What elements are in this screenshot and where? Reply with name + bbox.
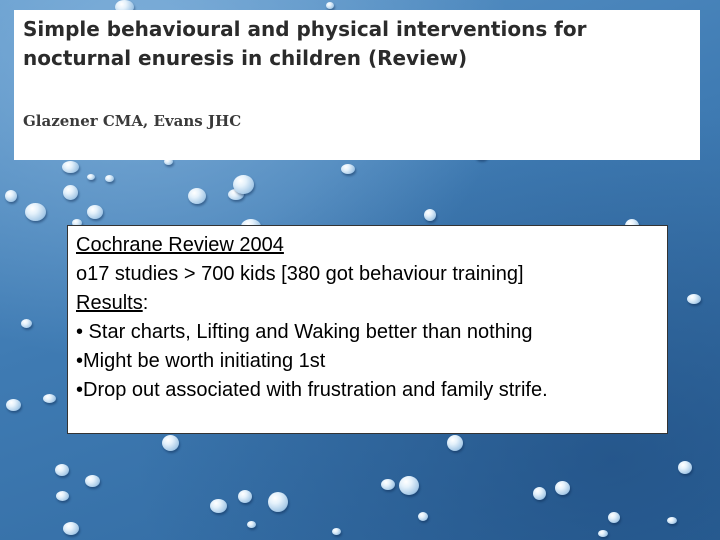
water-droplet <box>43 394 56 403</box>
water-droplet <box>105 175 114 182</box>
water-droplet <box>555 481 570 495</box>
water-droplet <box>533 487 546 500</box>
review-header-card <box>14 10 700 160</box>
studies-text: 17 studies > 700 kids [380 got behaviour training] <box>87 263 524 285</box>
water-droplet <box>233 175 254 194</box>
water-droplet <box>399 476 419 495</box>
water-droplet <box>326 2 334 9</box>
bullet-item: • Star charts, Lifting and Waking better than nothing <box>76 321 533 343</box>
bullet-item: •Drop out associated with frustration and family strife. <box>76 379 548 401</box>
review-authors: Glazener CMA, Evans JHC <box>23 112 242 130</box>
water-droplet <box>341 164 355 174</box>
water-droplet <box>608 512 620 523</box>
review-heading: Cochrane Review 2004 <box>76 234 284 256</box>
water-droplet <box>424 209 436 221</box>
water-droplet <box>247 521 256 528</box>
water-droplet <box>87 205 103 219</box>
water-droplet <box>447 435 463 451</box>
water-droplet <box>678 461 692 474</box>
water-droplet <box>56 491 69 501</box>
water-droplet <box>162 435 179 451</box>
results-colon: : <box>142 292 149 314</box>
water-droplet <box>5 190 17 202</box>
water-droplet <box>21 319 32 328</box>
water-droplet <box>63 185 78 200</box>
water-droplet <box>418 512 428 521</box>
bullet-item: •Might be worth initiating 1st <box>76 350 326 372</box>
water-droplet <box>55 464 69 476</box>
water-droplet <box>62 161 79 173</box>
water-droplet <box>667 517 677 524</box>
review-title: Simple behavioural and physical interventions for nocturnal enuresis in children (Review) <box>23 17 587 70</box>
water-droplet <box>268 492 288 512</box>
water-droplet <box>687 294 701 304</box>
water-droplet <box>87 174 95 180</box>
results-label: Results <box>76 292 143 314</box>
water-droplet <box>6 399 21 411</box>
water-droplet <box>63 522 79 535</box>
water-droplet <box>188 188 206 204</box>
summary-text-box <box>67 225 668 434</box>
water-droplet <box>598 530 608 537</box>
water-droplet <box>210 499 227 513</box>
water-droplet <box>85 475 100 487</box>
water-droplet <box>25 203 46 221</box>
water-droplet <box>332 528 341 535</box>
summary-text <box>76 231 548 405</box>
water-droplet <box>381 479 395 490</box>
results-line <box>76 289 548 318</box>
sub-bullet-marker: o <box>76 263 88 285</box>
water-droplet <box>238 490 252 503</box>
studies-line <box>76 260 548 289</box>
